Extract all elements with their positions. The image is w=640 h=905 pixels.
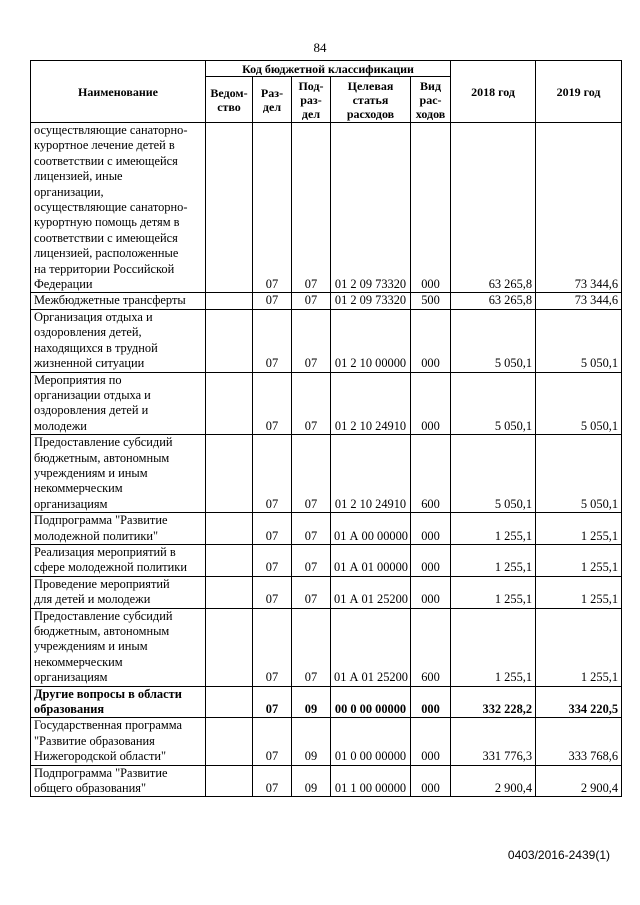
table-row bbox=[31, 718, 622, 765]
row-target-article: 01 А 00 00000 bbox=[331, 513, 411, 545]
row-target-article: 01 2 10 00000 bbox=[331, 309, 411, 372]
row-podrazdel: 07 bbox=[292, 372, 331, 435]
row-expense-type: 500 bbox=[411, 293, 451, 309]
table-row bbox=[31, 123, 622, 293]
row-name: Межбюджетные трансферты bbox=[31, 293, 206, 309]
row-razdel: 07 bbox=[253, 576, 292, 608]
header-expense-type: Вид рас- ходов bbox=[411, 77, 451, 123]
row-target-article: 00 0 00 00000 bbox=[331, 686, 411, 718]
row-name: Реализация мероприятий в сфере молодежной политики bbox=[31, 544, 206, 576]
table-row bbox=[31, 544, 622, 576]
row-amount-2019: 2 900,4 bbox=[536, 765, 622, 797]
row-name: Предоставление субсидий бюджетным, автономным учреждениям и иным некоммерческим организациям bbox=[31, 608, 206, 686]
row-razdel: 07 bbox=[253, 309, 292, 372]
row-vedom bbox=[206, 513, 253, 545]
row-amount-2019: 5 050,1 bbox=[536, 435, 622, 513]
row-name: Мероприятия по организации отдыха и оздоровления детей и молодежи bbox=[31, 372, 206, 435]
row-amount-2018: 63 265,8 bbox=[451, 123, 536, 293]
row-name: Государственная программа "Развитие образования Нижегородской области" bbox=[31, 718, 206, 765]
row-amount-2018: 1 255,1 bbox=[451, 544, 536, 576]
row-podrazdel: 09 bbox=[292, 718, 331, 765]
row-podrazdel: 07 bbox=[292, 608, 331, 686]
row-podrazdel: 09 bbox=[292, 765, 331, 797]
header-podrazdel: Под- раз- дел bbox=[292, 77, 331, 123]
row-razdel: 07 bbox=[253, 765, 292, 797]
row-name: Проведение мероприятий для детей и молодежи bbox=[31, 576, 206, 608]
row-podrazdel: 07 bbox=[292, 576, 331, 608]
header-vedom: Ведом- ство bbox=[206, 77, 253, 123]
row-amount-2018: 1 255,1 bbox=[451, 608, 536, 686]
row-target-article: 01 А 01 00000 bbox=[331, 544, 411, 576]
row-target-article: 01 2 10 24910 bbox=[331, 435, 411, 513]
row-razdel: 07 bbox=[253, 513, 292, 545]
row-razdel: 07 bbox=[253, 686, 292, 718]
row-podrazdel: 07 bbox=[292, 293, 331, 309]
header-razdel: Раз- дел bbox=[253, 77, 292, 123]
row-amount-2019: 73 344,6 bbox=[536, 293, 622, 309]
row-vedom bbox=[206, 309, 253, 372]
row-vedom bbox=[206, 686, 253, 718]
row-expense-type: 000 bbox=[411, 718, 451, 765]
row-podrazdel: 07 bbox=[292, 513, 331, 545]
row-podrazdel: 09 bbox=[292, 686, 331, 718]
table-row bbox=[31, 513, 622, 545]
table-row bbox=[31, 293, 622, 309]
row-target-article: 01 0 00 00000 bbox=[331, 718, 411, 765]
row-podrazdel: 07 bbox=[292, 309, 331, 372]
row-amount-2019: 5 050,1 bbox=[536, 372, 622, 435]
row-expense-type: 000 bbox=[411, 513, 451, 545]
header-target-article: Целевая статья расходов bbox=[331, 77, 411, 123]
row-target-article: 01 2 09 73320 bbox=[331, 123, 411, 293]
row-amount-2019: 1 255,1 bbox=[536, 544, 622, 576]
row-target-article: 01 А 01 25200 bbox=[331, 608, 411, 686]
row-target-article: 01 1 00 00000 bbox=[331, 765, 411, 797]
row-vedom bbox=[206, 608, 253, 686]
table-row bbox=[31, 686, 622, 718]
row-vedom bbox=[206, 123, 253, 293]
row-amount-2018: 1 255,1 bbox=[451, 513, 536, 545]
row-amount-2018: 5 050,1 bbox=[451, 372, 536, 435]
row-expense-type: 000 bbox=[411, 372, 451, 435]
table-body bbox=[31, 123, 622, 797]
table-row bbox=[31, 576, 622, 608]
page-number: 84 bbox=[313, 40, 327, 55]
table-row bbox=[31, 765, 622, 797]
row-expense-type: 000 bbox=[411, 576, 451, 608]
table-row bbox=[31, 608, 622, 686]
table-row bbox=[31, 309, 622, 372]
document-code: 0403/2016-2439(1) bbox=[507, 848, 610, 862]
row-target-article: 01 А 01 25200 bbox=[331, 576, 411, 608]
row-razdel: 07 bbox=[253, 123, 292, 293]
row-vedom bbox=[206, 718, 253, 765]
row-expense-type: 000 bbox=[411, 123, 451, 293]
header-2019: 2019 год bbox=[536, 61, 622, 123]
row-podrazdel: 07 bbox=[292, 123, 331, 293]
row-expense-type: 000 bbox=[411, 686, 451, 718]
row-amount-2018: 331 776,3 bbox=[451, 718, 536, 765]
row-razdel: 07 bbox=[253, 293, 292, 309]
row-amount-2019: 1 255,1 bbox=[536, 576, 622, 608]
row-amount-2018: 63 265,8 bbox=[451, 293, 536, 309]
row-name: Подпрограмма "Развитие молодежной политики" bbox=[31, 513, 206, 545]
row-razdel: 07 bbox=[253, 435, 292, 513]
row-amount-2019: 1 255,1 bbox=[536, 608, 622, 686]
row-amount-2018: 332 228,2 bbox=[451, 686, 536, 718]
row-name: Предоставление субсидий бюджетным, автономным учреждениям и иным некоммерческим организациям bbox=[31, 435, 206, 513]
row-razdel: 07 bbox=[253, 372, 292, 435]
row-expense-type: 600 bbox=[411, 435, 451, 513]
header-2018: 2018 год bbox=[451, 61, 536, 123]
row-vedom bbox=[206, 576, 253, 608]
row-razdel: 07 bbox=[253, 718, 292, 765]
row-name: Подпрограмма "Развитие общего образования" bbox=[31, 765, 206, 797]
row-target-article: 01 2 09 73320 bbox=[331, 293, 411, 309]
row-expense-type: 000 bbox=[411, 765, 451, 797]
row-podrazdel: 07 bbox=[292, 544, 331, 576]
row-expense-type: 000 bbox=[411, 544, 451, 576]
row-vedom bbox=[206, 435, 253, 513]
row-name: осуществляющие санаторно- курортное лечение детей в соответствии с имеющейся лицензией, иные организации, осуществляющие санаторно- курортную помощь детям в соответствии с имеющейся лицензией, расположенные на территории Российской Федерации bbox=[31, 123, 206, 293]
row-target-article: 01 2 10 24910 bbox=[331, 372, 411, 435]
row-razdel: 07 bbox=[253, 544, 292, 576]
row-expense-type: 600 bbox=[411, 608, 451, 686]
header-budget-classification: Код бюджетной классификации bbox=[206, 61, 451, 77]
row-amount-2019: 5 050,1 bbox=[536, 309, 622, 372]
row-amount-2018: 2 900,4 bbox=[451, 765, 536, 797]
row-expense-type: 000 bbox=[411, 309, 451, 372]
table-row bbox=[31, 372, 622, 435]
row-vedom bbox=[206, 372, 253, 435]
row-amount-2018: 5 050,1 bbox=[451, 309, 536, 372]
row-name: Организация отдыха и оздоровления детей, находящихся в трудной жизненной ситуации bbox=[31, 309, 206, 372]
row-razdel: 07 bbox=[253, 608, 292, 686]
row-amount-2018: 5 050,1 bbox=[451, 435, 536, 513]
row-amount-2019: 73 344,6 bbox=[536, 123, 622, 293]
row-vedom bbox=[206, 293, 253, 309]
row-amount-2018: 1 255,1 bbox=[451, 576, 536, 608]
row-amount-2019: 334 220,5 bbox=[536, 686, 622, 718]
row-podrazdel: 07 bbox=[292, 435, 331, 513]
row-amount-2019: 333 768,6 bbox=[536, 718, 622, 765]
table-row bbox=[31, 435, 622, 513]
row-vedom bbox=[206, 544, 253, 576]
header-name: Наименование bbox=[31, 61, 206, 123]
row-vedom bbox=[206, 765, 253, 797]
budget-table bbox=[30, 60, 622, 797]
row-name: Другие вопросы в области образования bbox=[31, 686, 206, 718]
row-amount-2019: 1 255,1 bbox=[536, 513, 622, 545]
